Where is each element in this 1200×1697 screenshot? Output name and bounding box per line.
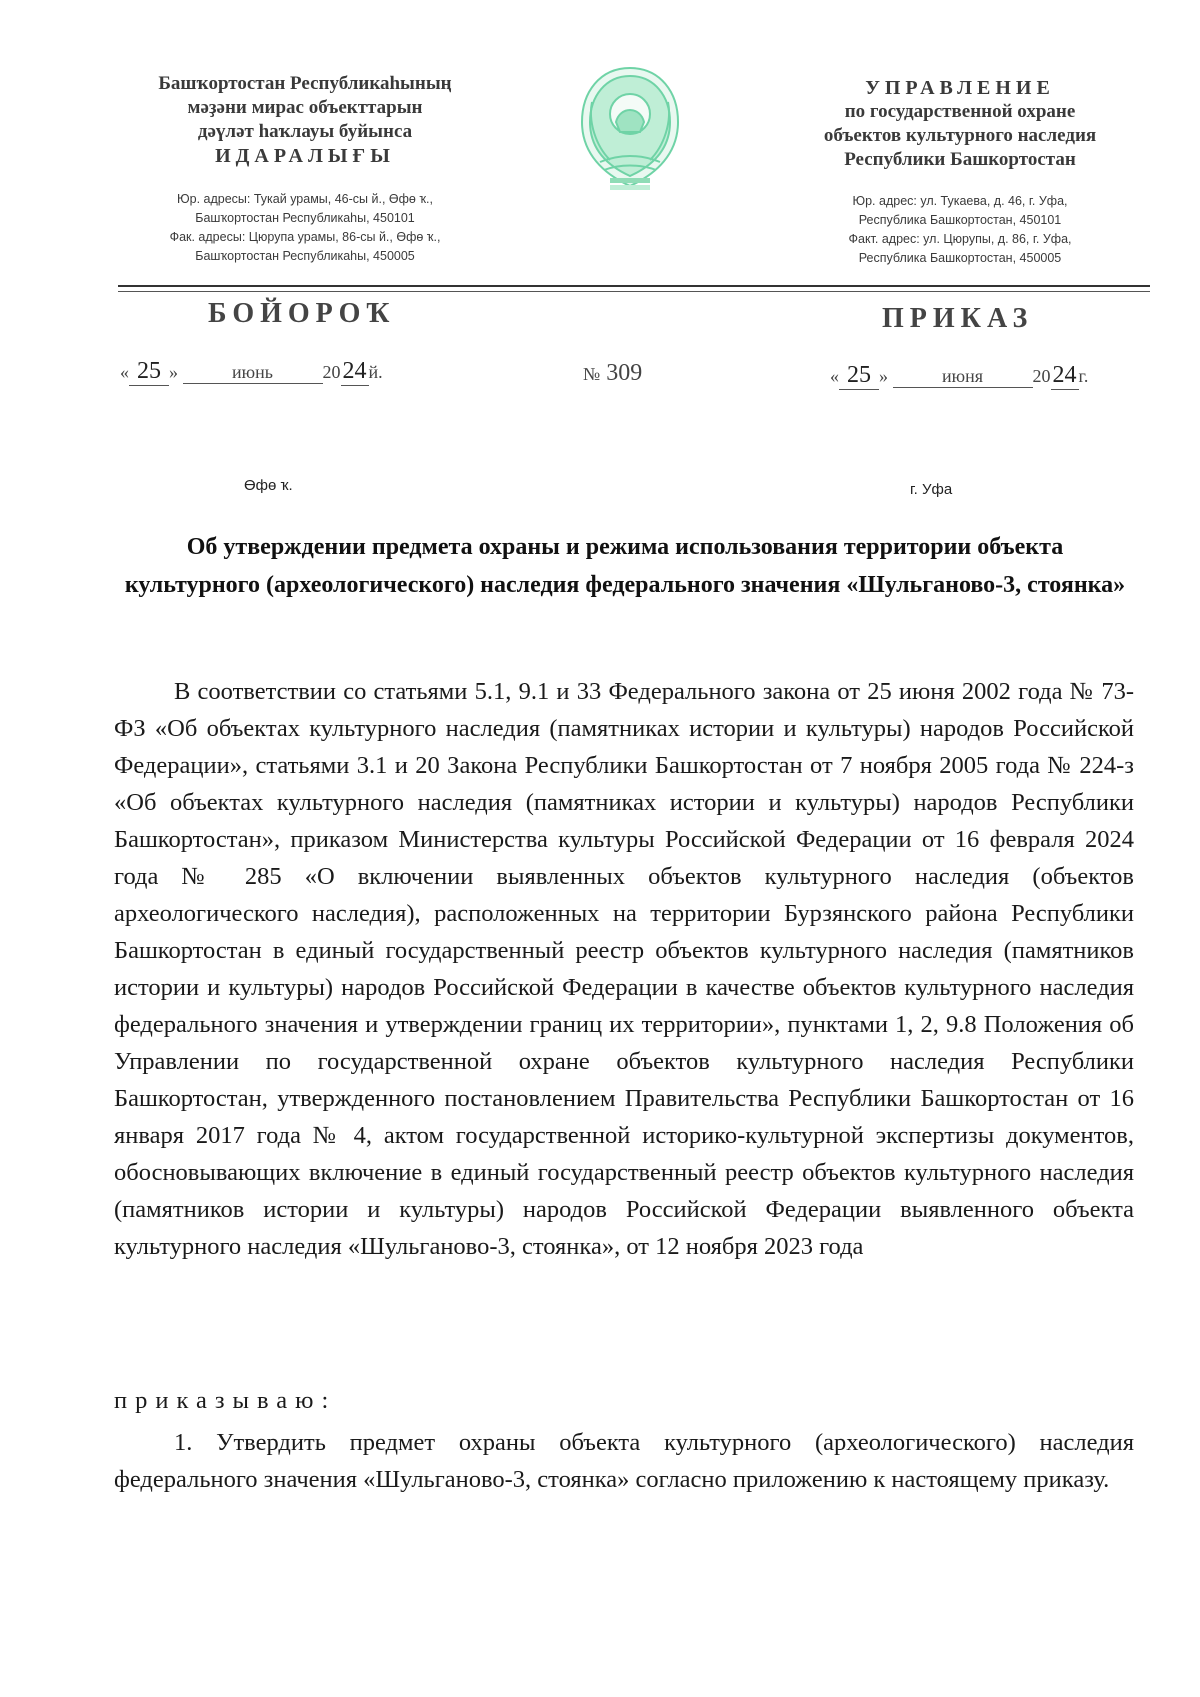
address-bashkir	[120, 190, 490, 266]
address-line: Юр. адресы: Тукай урамы, 46-сы й., Өфө ҡ.,	[177, 192, 433, 206]
date-suffix: й.	[368, 362, 383, 382]
city-russian: г. Уфа	[910, 481, 953, 498]
address-line: Башҡортостан Республикаһы, 450101	[195, 211, 415, 225]
address-line: Фак. адресы: Цюрупа урамы, 86-сы й., Өфө ҡ.,	[169, 230, 441, 244]
date-month: июня	[893, 366, 1033, 388]
org-line: по государственной охране	[844, 101, 1076, 122]
date-bashkir	[120, 358, 440, 386]
number-sign: №	[583, 364, 601, 384]
title-russian: ПРИКАЗ	[882, 303, 1034, 334]
org-line: мәҙәни мирас объекттарын	[187, 97, 423, 118]
address-line: Башҡортостан Республикаһы, 450005	[195, 249, 415, 263]
org-line: Республики Башкортостан	[844, 149, 1076, 170]
org-name-bashkir	[100, 72, 510, 168]
header-divider-thin	[118, 291, 1150, 292]
city-bashkir: Өфө ҡ.	[244, 477, 293, 494]
date-year-prefix: 20	[1032, 366, 1051, 386]
address-line: Республика Башкортостан, 450101	[858, 213, 1062, 227]
coat-of-arms-icon	[570, 62, 690, 197]
paragraph-preamble: В соответствии со статьями 5.1, 9.1 и 33 Федерального закона от 25 июня 2002 года № 73-ФЗ «Об объектах культурного наследия (памятниках истории и культуры) народов Российской Федерации», статьями 3.1 и 20 Закона Республики Башкортостан от 7 ноября 2005 года № 224-з «Об объектах культурного наследия (памятниках истории и культуры) народов Республики Башкортостан», приказом Министерства культуры Российской Федерации от 16 февраля 2024 года № 285 «О включении выявленных объектов культурного наследия (объектов археологического наследия), расположенных на территории Бурзянского района Республики Башкортостан в единый государственный реестр объектов культурного наследия (памятников истории и культуры) народов Российской Федерации в качестве объектов культурного наследия федерального значения и утверждении границ их территории», пунктами 1, 2, 9.8 Положения об Управлении по государственной охране объектов культурного наследия Республики Башкортостан, утвержденного постановлением Правительства Республики Башкортостан от 16 января 2017 года № 4, актом государственной историко-культурной экспертизы документов, обосновывающих включение в единый государственный реестр объектов культурного наследия (памятников истории и культуры) народов Российской Федерации выявленного объекта культурного наследия «Шульганово-3, стоянка», от 12 ноября 2023 года	[114, 678, 1134, 1260]
date-year-suffix: 24	[342, 358, 367, 384]
order-item-1: 1. Утвердить предмет охраны объекта культурного (археологического) наследия федерального значения «Шульганово-3, стоянка» согласно приложению к настоящему приказу.	[114, 1429, 1134, 1493]
quote-open: «	[120, 362, 129, 382]
org-line: дәүләт һаҡлауы буйынса	[197, 121, 413, 142]
org-name-russian	[770, 76, 1150, 172]
date-suffix: г.	[1078, 366, 1089, 386]
org-line: ИДАРАЛЫҒЫ	[215, 145, 395, 167]
number-value: 309	[606, 360, 643, 386]
decree-word: приказываю:	[114, 1387, 337, 1414]
address-line: Юр. адрес: ул. Тукаева, д. 46, г. Уфа,	[852, 194, 1068, 208]
address-line: Факт. адрес: ул. Цюрупы, д. 86, г. Уфа,	[848, 232, 1072, 246]
title-bashkir: БОЙОРОҠ	[208, 298, 396, 329]
quote-open: «	[830, 366, 839, 386]
document-number	[583, 360, 642, 387]
document-title: Об утверждении предмета охраны и режима использования территории объекта культурного (археологического) наследия федерального значения «Шульганово-3, стоянка»	[124, 534, 1126, 598]
date-russian	[830, 362, 1160, 390]
address-line: Республика Башкортостан, 450005	[858, 251, 1062, 265]
org-line: Башҡортостан Республикаһының	[158, 73, 452, 94]
org-line: УПРАВЛЕНИЕ	[865, 77, 1055, 99]
date-day: 25	[839, 362, 879, 390]
date-day: 25	[129, 358, 169, 386]
date-month: июнь	[183, 362, 323, 384]
header-divider	[118, 285, 1150, 287]
quote-close: »	[169, 362, 178, 382]
address-russian	[800, 192, 1120, 268]
date-year-suffix: 24	[1052, 362, 1077, 388]
org-line: объектов культурного наследия	[823, 125, 1097, 146]
quote-close: »	[879, 366, 888, 386]
date-year-prefix: 20	[322, 362, 341, 382]
